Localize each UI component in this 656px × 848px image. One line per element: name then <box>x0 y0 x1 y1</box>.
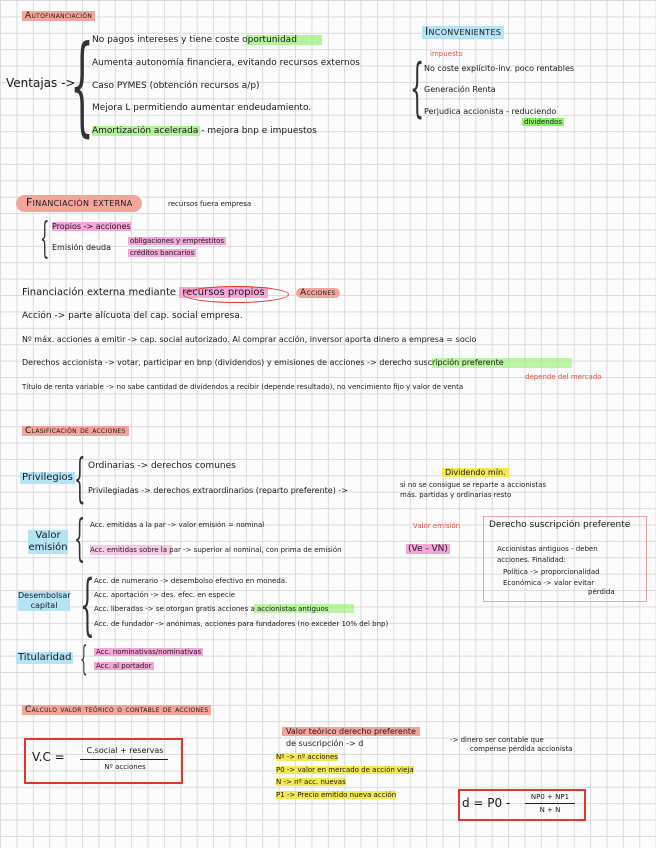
dsp-note-2: compense pérdida accionista <box>470 745 573 753</box>
ventajas-label: Ventajas -> <box>6 76 76 90</box>
dividendo-note-2: más. partidas y ordinarias resto <box>400 491 512 499</box>
desembolsar-label: Desembolsar capital <box>18 591 71 610</box>
ventaja-item-1: No pagos intereses y tiene coste oportunidad <box>92 35 297 45</box>
dsp-title-1: Valor teórico derecho preferente <box>282 727 420 736</box>
acciones-line-3: Derechos accionista -> votar, participar en bnp (dividendos) y emisiones de acciones -> derecho suscripción preferente <box>22 358 504 367</box>
ventaja-item-2: Aumenta autonomía financiera, evitando recursos externos <box>92 58 360 68</box>
dividendo-min-badge: Dividendo mín. <box>442 468 509 477</box>
section-title-autofinanciacion: Autofinanciación <box>22 11 95 21</box>
acciones-line-4: Título de renta variable -> no sabe cantidad de dividendos a recibir (depende resultado), no vencimiento fijo y valor de venta <box>22 383 464 391</box>
financiacion-externa-subtitle: recursos fuera empresa <box>168 200 252 208</box>
acciones-line-2: Nº máx. acciones a emitir -> cap. social autorizado. Al comprar acción, inversor aporta dinero a empresa = socio <box>22 335 477 344</box>
desembolsar-item-3: Acc. liberadas -> se otorgan gratis acciones a accionistas antiguos <box>94 605 329 613</box>
derecho-box-line-3: Política -> proporcionalidad <box>503 568 600 576</box>
valor-emision-label: Valor emisión <box>28 530 68 553</box>
inconvenientes-title: Inconvenientes <box>422 26 504 39</box>
ventaja-item-5: Amortización acelerada - mejora bnp e impuestos <box>92 126 317 136</box>
circle-mark <box>183 286 289 303</box>
derecho-box-line-5: pérdida <box>588 588 615 596</box>
fraction-line <box>80 759 168 760</box>
vc-label: V.C = <box>32 750 65 764</box>
brace-ventajas: { <box>70 23 95 148</box>
emision-item-1: obligaciones y empréstitos <box>130 237 225 245</box>
derecho-box-title: Derecho suscripción preferente <box>489 520 631 530</box>
privilegiadas-line: Privilegiadas -> derechos extraordinarios (reparto preferente) -> <box>88 486 348 495</box>
valor-emision-item-1: Acc. emitidas a la par -> valor emisión = nominal <box>90 521 265 529</box>
brace-desembolsar: { <box>80 566 95 643</box>
desembolsar-item-2: Acc. aportación -> des. efec. en especie <box>94 591 236 599</box>
d-label: d = P0 - <box>462 796 511 810</box>
acciones-heading: Financiación externa mediante recursos propios <box>22 287 268 299</box>
emision-item-2: créditos bancarios <box>130 249 195 257</box>
section-title-financiacion-externa: Financiación externa <box>16 195 142 212</box>
valor-emision-item-2: Acc. emitidas sobre la par -> superior al nominal, con prima de emisión <box>90 546 342 554</box>
var-item-3: N -> nº acc. nuevas <box>276 778 346 786</box>
section-title-calculo: Cálculo valor teórico o contable de acciones <box>22 705 211 715</box>
brace-privilegios: { <box>74 449 86 509</box>
brace-valor-emision: { <box>74 509 86 567</box>
acciones-line-1: Acción -> parte alícuota del cap. social empresa. <box>22 311 243 321</box>
vc-numerator: C.social + reservas <box>86 746 164 755</box>
d-denominator: N + N <box>539 806 561 814</box>
brace-financiacion: { <box>40 213 50 262</box>
derecho-box-line-4: Económica -> valor evitar <box>503 579 595 587</box>
inconveniente-item-3: Perjudica accionista - reduciendo <box>424 107 557 116</box>
dsp-title-2: de suscripción -> d <box>286 739 364 748</box>
valor-emision-note: Valor emisión <box>413 522 461 530</box>
ventaja-item-3: Caso PYMES (obtención recursos a/p) <box>92 81 260 91</box>
derecho-box-line-2: acciones. Finalidad: <box>497 556 566 564</box>
ordinarias-line: Ordinarias -> derechos comunes <box>88 461 236 471</box>
inconveniente-item-2: Generación Renta <box>424 85 496 94</box>
privilegios-label: Privilegios <box>22 472 73 483</box>
formula-ve: (Ve - VN) <box>408 544 448 554</box>
titularidad-item-2: Acc. al portador <box>96 662 152 670</box>
section-title-clasificacion: Clasificación de acciones <box>22 426 129 436</box>
var-item-2: P0 -> valor en mercado de acción vieja <box>276 766 414 774</box>
desembolsar-item-1: Acc. de numerario -> desembolso efectivo en moneda. <box>94 577 288 585</box>
titularidad-label: Titularidad <box>18 652 72 663</box>
acciones-badge: Acciones <box>296 288 340 298</box>
brace-inconvenientes: { <box>410 51 425 125</box>
dsp-note-1: -> dinero ser contable que <box>450 736 544 744</box>
var-item-1: Nº -> nº acciones <box>276 753 338 761</box>
titularidad-item-1: Acc. nominativas/nominativas <box>96 648 202 656</box>
brace-titularidad: { <box>80 639 88 679</box>
inconveniente-item-1: No coste explícito-inv. poco rentables <box>424 64 575 73</box>
d-numerator: NP0 + NP1 <box>530 793 570 801</box>
vc-denominator: Nº acciones <box>104 763 146 771</box>
inconveniente-item-4: dividendos <box>524 118 563 126</box>
impuesto-note: impuesto <box>430 50 463 58</box>
dividendo-note-1: si no se consigue se reparte a accionistas <box>400 481 547 489</box>
mercado-note: depende del mercado <box>525 373 602 381</box>
emision-label: Emisión deuda <box>52 243 112 252</box>
desembolsar-item-4: Acc. de fundador -> anónimas, acciones para fundadores (no exceder 10% del bnp) <box>94 620 389 628</box>
ventaja-item-4: Mejora L permitiendo aumentar endeudamiento. <box>92 103 312 113</box>
fraction-line <box>525 803 575 804</box>
propios-line: Propios -> acciones <box>52 222 131 231</box>
var-item-4: P1 -> Precio emitido nueva acción <box>276 791 397 799</box>
derecho-box-line-1: Accionistas antiguos - deben <box>497 545 598 553</box>
